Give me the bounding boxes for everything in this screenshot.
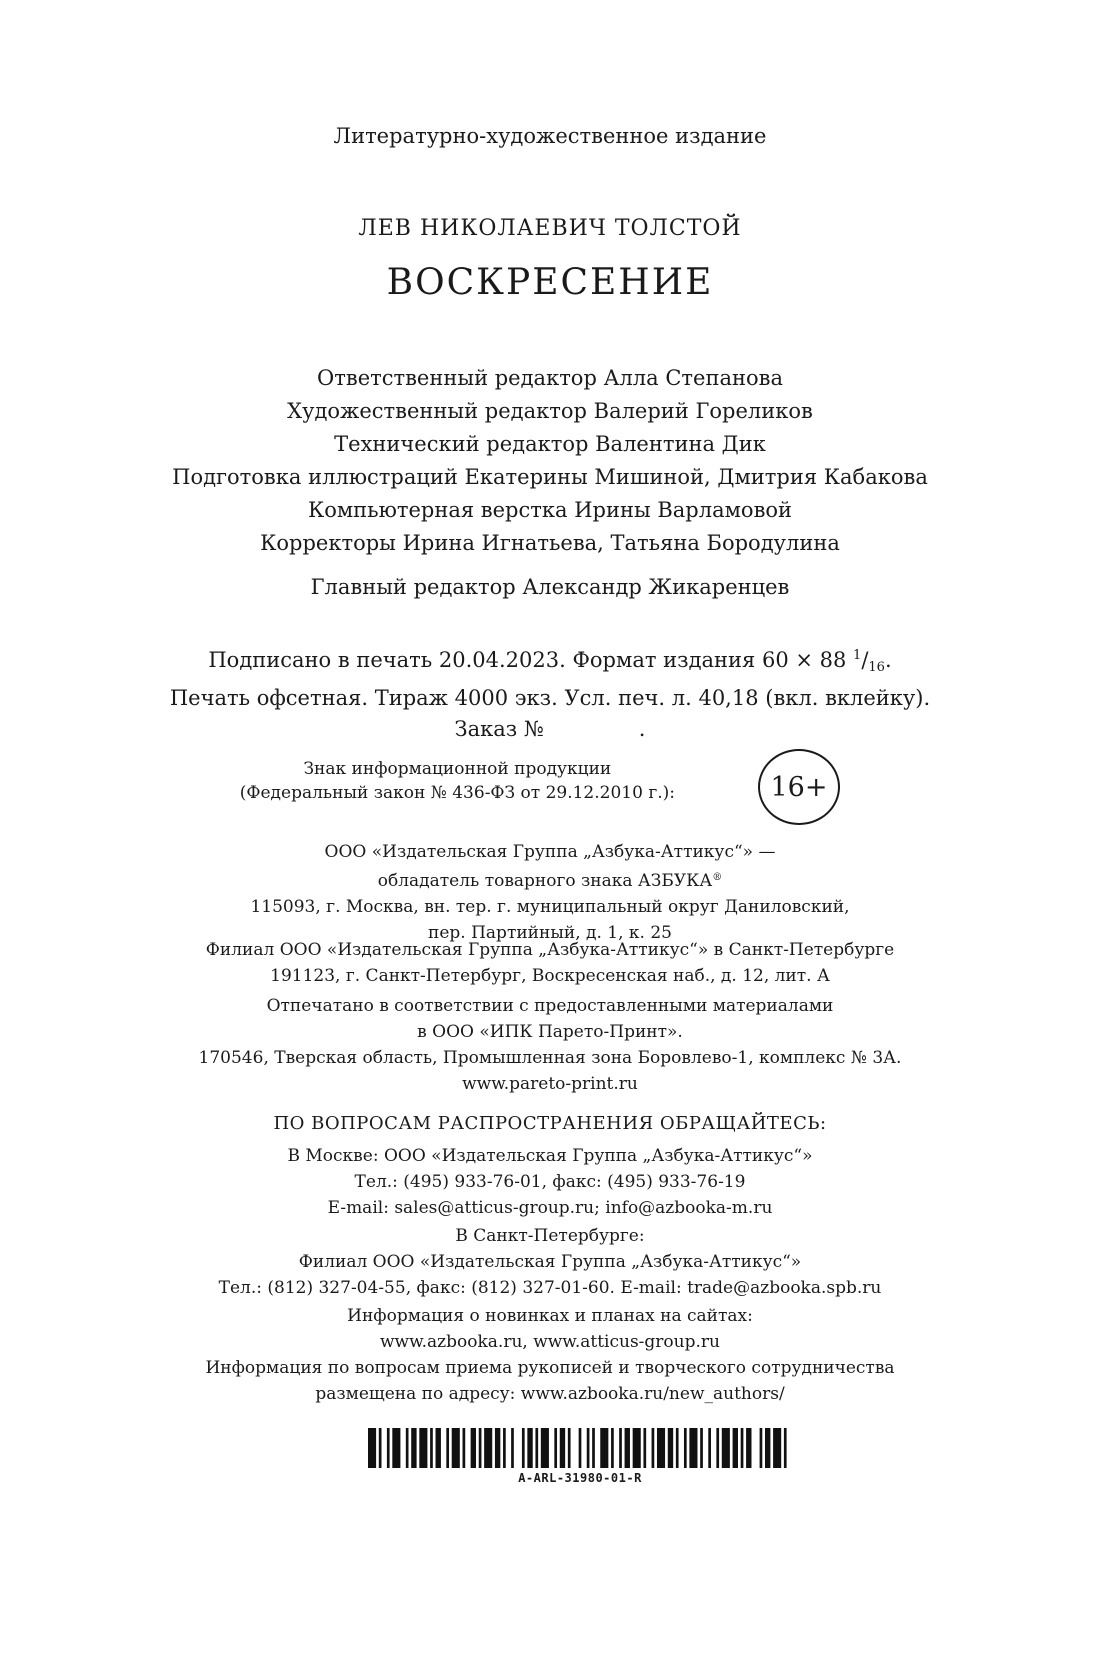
- info-sign-law: (Федеральный закон № 436-ФЗ от 29.12.2010 г.):: [239, 783, 675, 803]
- author-name: ЛЕВ НИКОЛАЕВИЧ ТОЛСТОЙ: [358, 216, 742, 241]
- credit-line: Художественный редактор Валерий Гореликов: [287, 399, 813, 423]
- distribution-line: Тел.: (495) 933-76-01, факс: (495) 933-76-19: [354, 1172, 746, 1192]
- credits-list: [0, 362, 1100, 560]
- distribution-line: В Москве: ООО «Издательская Группа „Азбука-Аттикус“»: [287, 1146, 813, 1166]
- print-signed-line: [0, 640, 1100, 683]
- publisher-address: 115093, г. Москва, вн. тер. г. муниципальный округ Даниловский,: [250, 897, 850, 917]
- publication-type: Литературно-художественное издание: [333, 124, 767, 148]
- trademark-line: [0, 865, 1100, 894]
- manuscripts-line: размещена по адресу: www.azbooka.ru/new_authors/: [315, 1384, 785, 1404]
- info-sign-row: [0, 757, 1100, 837]
- printer-line: в ООО «ИПК Парето-Принт».: [417, 1022, 683, 1042]
- printer-info: [0, 993, 1100, 1097]
- order-end: .: [638, 717, 646, 741]
- print-info: [0, 640, 1100, 745]
- news-line: www.azbooka.ru, www.atticus-group.ru: [380, 1332, 720, 1352]
- format-fraction-denominator: 16: [868, 660, 885, 675]
- publisher-address: пер. Партийный, д. 1, к. 25: [428, 923, 672, 943]
- print-run-line: Печать офсетная. Тираж 4000 экз. Усл. печ. л. 40,18 (вкл. вклейку).: [169, 686, 931, 710]
- credit-line: Технический редактор Валентина Дик: [334, 432, 766, 456]
- credit-line: Корректоры Ирина Игнатьева, Татьяна Бородулина: [260, 531, 840, 555]
- credit-line: Подготовка иллюстраций Екатерины Мишиной, Дмитрия Кабакова: [172, 465, 928, 489]
- format-end: .: [884, 648, 892, 672]
- branch-info: [0, 937, 1100, 989]
- manuscripts-line: Информация по вопросам приема рукописей и творческого сотрудничества: [205, 1358, 895, 1378]
- news-line: Информация о новинках и планах на сайтах:: [347, 1306, 753, 1326]
- printer-website: www.pareto-print.ru: [462, 1074, 638, 1094]
- barcode-icon: [368, 1428, 792, 1468]
- print-signed-text: Подписано в печать 20.04.2023. Формат издания 60 × 88: [208, 648, 854, 672]
- distribution-line: E-mail: sales@atticus-group.ru; info@azbooka-m.ru: [327, 1198, 773, 1218]
- distribution-line: Тел.: (812) 327-04-55, факс: (812) 327-01-60. E-mail: trade@azbooka.spb.ru: [218, 1278, 882, 1298]
- credit-line: Компьютерная верстка Ирины Варламовой: [307, 498, 793, 522]
- book-title: ВОСКРЕСЕНИЕ: [386, 262, 714, 303]
- chief-editor: Главный редактор Александр Жикаренцев: [310, 575, 790, 599]
- registered-mark: ®: [712, 872, 723, 883]
- distribution-heading: ПО ВОПРОСАМ РАСПРОСТРАНЕНИЯ ОБРАЩАЙТЕСЬ:: [273, 1113, 827, 1134]
- format-fraction-slash: /: [861, 648, 869, 672]
- printer-address: 170546, Тверская область, Промышленная зона Боровлево-1, комплекс № 3А.: [198, 1048, 902, 1068]
- distribution-line: В Санкт-Петербурге:: [455, 1226, 645, 1246]
- branch-line: Филиал ООО «Издательская Группа „Азбука-Аттикус“» в Санкт-Петербурге: [205, 940, 895, 960]
- trademark-text: обладатель товарного знака АЗБУКА: [377, 871, 713, 891]
- barcode-label: A-ARL-31980-01-R: [518, 1471, 642, 1485]
- manuscripts-info: [0, 1355, 1100, 1407]
- info-sign-line: Знак информационной продукции: [303, 759, 612, 779]
- printer-line: Отпечатано в соответствии с предоставленными материалами: [266, 996, 834, 1016]
- order-label: Заказ №: [454, 717, 544, 741]
- distribution-spb: [0, 1223, 1100, 1301]
- order-line: [0, 714, 1100, 745]
- news-info: [0, 1303, 1100, 1355]
- format-fraction-numerator: 1: [853, 648, 862, 663]
- branch-address: 191123, г. Санкт-Петербург, Воскресенская наб., д. 12, лит. А: [270, 966, 830, 986]
- publisher-line: ООО «Издательская Группа „Азбука-Аттикус“» —: [324, 842, 776, 862]
- credit-line: Ответственный редактор Алла Степанова: [317, 366, 783, 390]
- info-sign-text: [240, 757, 675, 805]
- distribution-moscow: [0, 1143, 1100, 1221]
- distribution-line: Филиал ООО «Издательская Группа „Азбука-Аттикус“»: [298, 1252, 802, 1272]
- publisher-info: [0, 839, 1100, 946]
- age-rating-badge: 16+: [758, 749, 840, 825]
